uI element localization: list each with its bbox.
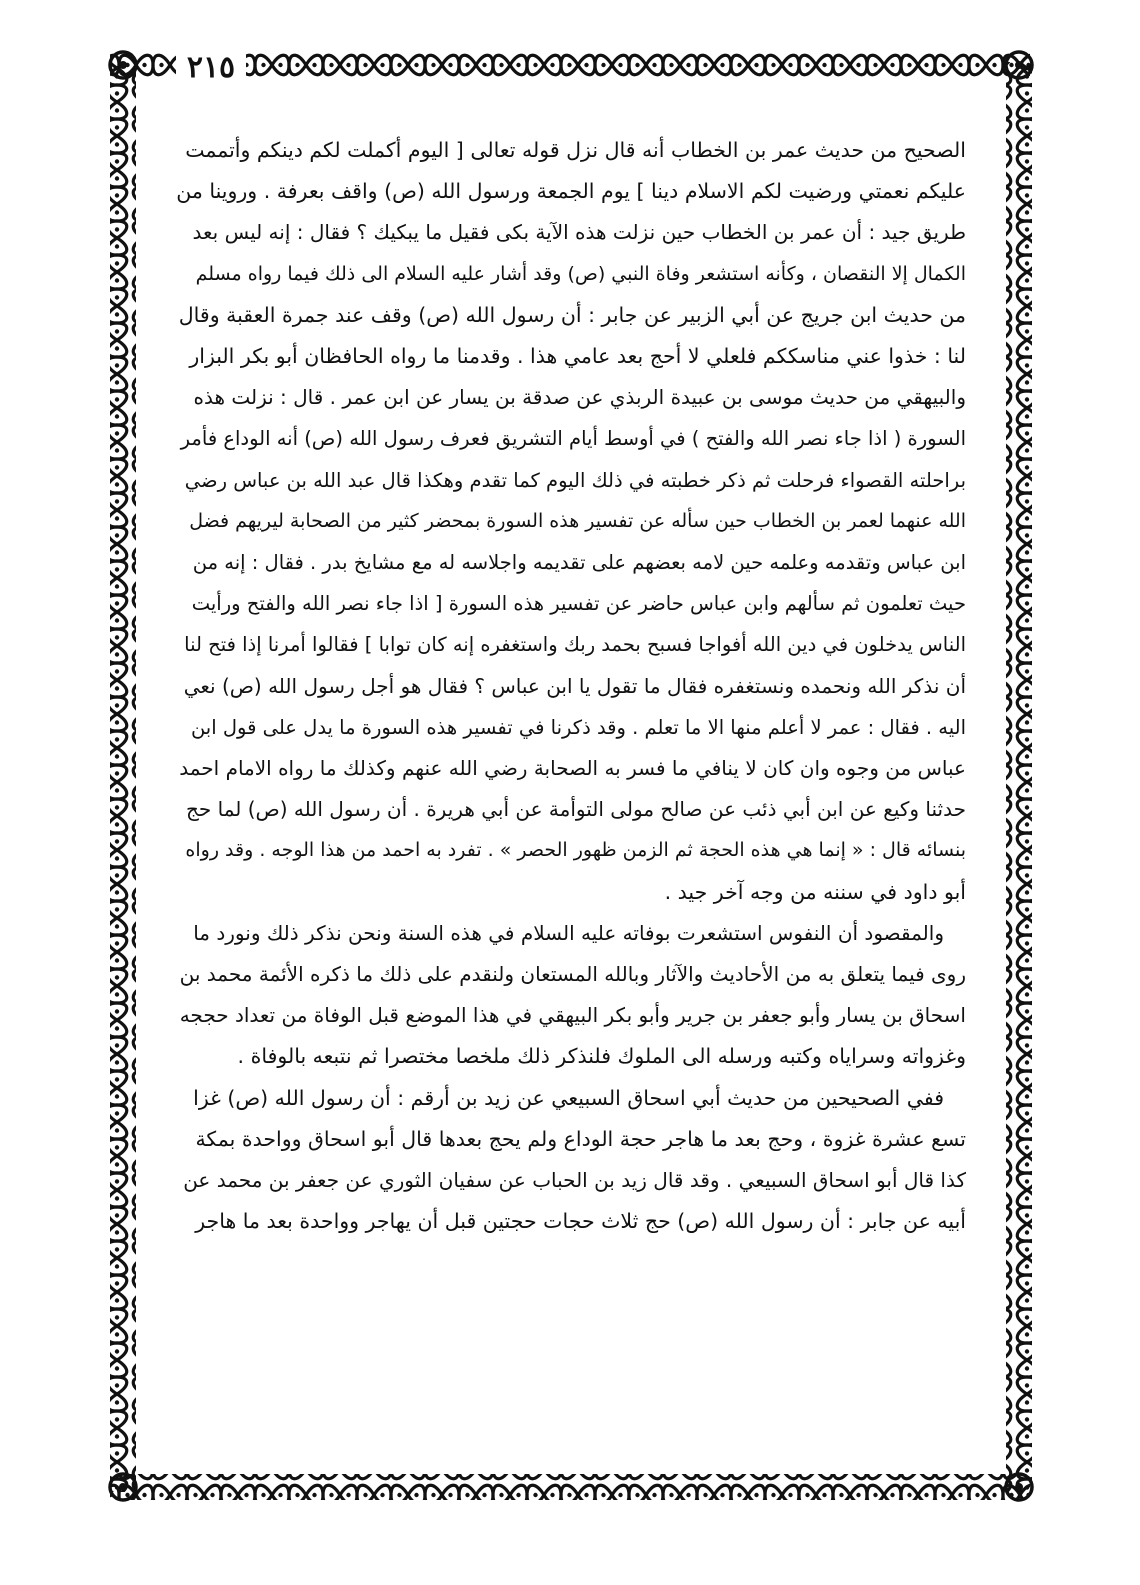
body-text <box>176 130 966 1440</box>
paragraph-start-line: ففي الصحيحين من حديث أبي اسحاق السبيعي عن زيد بن أرقم : أن رسول الله (ص) غزا <box>193 1085 944 1110</box>
text-line: وغزواته وسراياه وكتبه ورسله الى الملوك فلنذكر ذلك ملخصا مختصرا ثم نتبعه بالوفاة . <box>237 1044 966 1069</box>
text-line: أن نذكر الله ونحمده ونستغفره فقال ما تقول يا ابن عباس ؟ فقال هو أجل رسول الله (ص) نعي <box>183 673 966 698</box>
text-line: ابن عباس وتقدمه وعلمه حين لامه بعضهم على تقديمه واجلاسه له مع مشايخ بدر . فقال : إنه من <box>192 551 966 575</box>
text-line: اليه . فقال : عمر لا أعلم منها الا ما تعلم . وقد ذكرنا في تفسير هذه السورة ما يدل على قول ابن <box>190 715 966 739</box>
text-line: عليكم نعمتي ورضيت لكم الاسلام دينا ] يوم الجمعة ورسول الله (ص) واقف بعرفة . وروينا من <box>176 179 966 204</box>
text-line: حيث تعلمون ثم سألهم وابن عباس حاضر عن تفسير هذه السورة [ اذا جاء نصر الله والفتح ورأيت <box>191 592 966 616</box>
text-line: اسحاق بن يسار وأبو جعفر بن جرير وأبو بكر البيهقي في هذا الموضع قبل الوفاة من تعداد حججه <box>179 1003 966 1028</box>
text-line: الصحيح من حديث عمر بن الخطاب أنه قال نزل قوله تعالى [ اليوم أكملت لكم دينكم وأتممت <box>185 138 966 162</box>
paragraph-start-line: والمقصود أن النفوس استشعرت بوفاته عليه السلام في هذه السنة ونحن نذكر ذلك ونورد ما <box>193 920 944 945</box>
text-line: أبو داود في سننه من وجه آخر جيد . <box>664 879 966 904</box>
text-line: من حديث ابن جريج عن أبي الزبير عن جابر : أن رسول الله (ص) وقف عند جمرة العقبة وقال <box>178 302 966 327</box>
text-line: لنا : خذوا عني مناسككم فلعلي لا أحج بعد عامي هذا . وقدمنا ما رواه الحافظان أبو بكر البزار <box>189 344 966 369</box>
text-line: عباس من وجوه وان كان لا ينافي ما فسر به الصحابة رضي الله عنهم وكذلك ما رواه الامام احمد <box>179 756 966 781</box>
text-line: تسع عشرة غزوة ، وحج بعد ما هاجر حجة الوداع ولم يحج بعدها قال أبو اسحاق وواحدة بمكة <box>195 1126 966 1151</box>
text-line: والبيهقي من حديث موسى بن عبيدة الربذي عن صدقة بن يسار عن ابن عمر . قال : نزلت هذه <box>193 385 966 410</box>
text-line: براحلته القصواء فرحلت ثم ذكر خطبته في ذلك اليوم كما تقدم وهكذا قال عبد الله بن عباس رضي <box>184 468 966 492</box>
text-line: كذا قال أبو اسحاق السبيعي . وقد قال زيد بن الحباب عن سفيان الثوري عن جعفر بن محمد عن <box>183 1168 966 1193</box>
text-line: روى فيما يتعلق به من الأحاديث والآثار وبالله المستعان ولنقدم على ذلك ما ذكره الأئمة محمد بن <box>179 962 966 987</box>
text-line: الله عنهما لعمر بن الخطاب حين سأله عن تفسير هذه السورة بمحضر كثير من الصحابة ليريهم فضل <box>189 509 966 532</box>
page-number: ٢١٥ <box>176 48 246 88</box>
text-line: بنسائه قال : « إنما هي هذه الحجة ثم الزمن ظهور الحصر » . تفرد به احمد من هذا الوجه . وقد رواه <box>185 839 966 862</box>
text-line: أبيه عن جابر : أن رسول الله (ص) حج ثلاث حجات حجتين قبل أن يهاجر وواحدة بعد ما هاجر <box>195 1209 966 1234</box>
text-line: الكمال إلا النقصان ، وكأنه استشعر وفاة النبي (ص) وقد أشار عليه السلام الى ذلك فيما رواه مسلم <box>195 262 966 285</box>
text-line: طريق جيد : أن عمر بن الخطاب حين نزلت هذه الآية بكى فقيل ما يبكيك ؟ فقال : إنه ليس بعد <box>192 220 966 245</box>
text-line: حدثنا وكيع عن ابن أبي ذئب عن صالح مولى التوأمة عن أبي هريرة . أن رسول الله (ص) لما حج <box>186 797 966 822</box>
text-line: الناس يدخلون في دين الله أفواجا فسبح بحمد ربك واستغفره إنه كان توابا ] فقالوا أمرنا إذا فتح لنا <box>184 633 966 657</box>
text-line: السورة ( اذا جاء نصر الله والفتح ) في أوسط أيام التشريق فعرف رسول الله (ص) أنه الوداع فأمر <box>180 427 966 451</box>
